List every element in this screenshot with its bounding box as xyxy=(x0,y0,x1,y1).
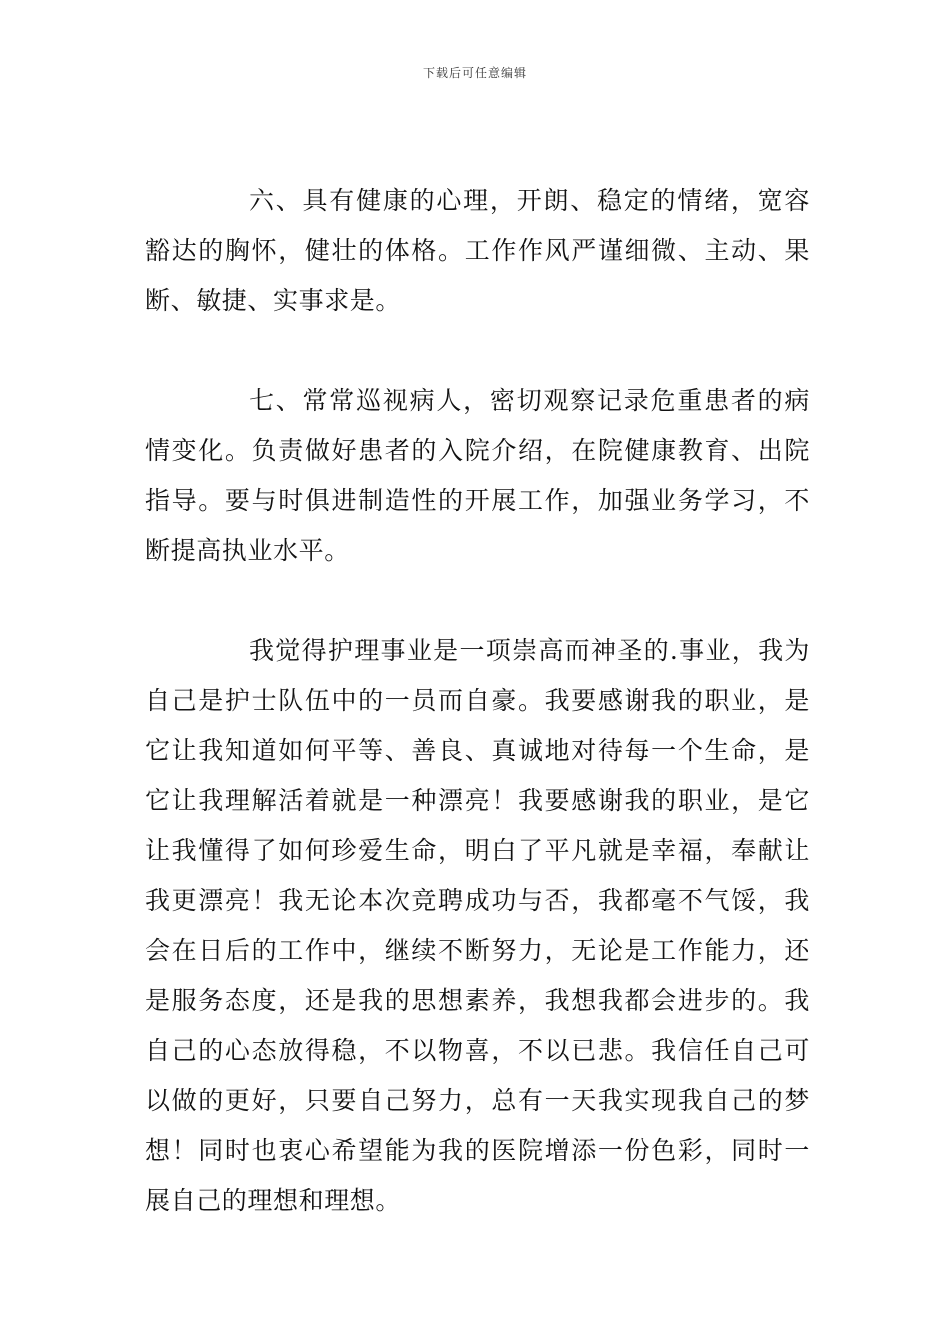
paragraph-six: 六、具有健康的心理，开朗、稳定的情绪，宽容豁达的胸怀，健壮的体格。工作作风严谨细微、主动、果断、敏捷、实事求是。 xyxy=(145,186,810,315)
document-body xyxy=(145,176,810,1226)
paragraph-closing: 我觉得护理事业是一项崇高而神圣的.事业，我为自己是护士队伍中的一员而自豪。我要感谢我的职业，是它让我知道如何平等、善良、真诚地对待每一个生命，是它让我理解活着就是一种漂亮！我要感谢我的职业，是它让我懂得了如何珍爱生命，明白了平凡就是幸福，奉献让我更漂亮！我无论本次竞聘成功与否，我都毫不气馁，我会在日后的工作中，继续不断努力，无论是工作能力，还是服务态度，还是我的思想素养，我想我都会进步的。我自己的心态放得稳，不以物喜，不以已悲。我信任自己可以做的更好，只要自己努力，总有一天我实现我自己的梦想！同时也衷心希望能为我的医院增添一份色彩，同时一展自己的理想和理想。 xyxy=(145,636,810,1215)
paragraph-seven: 七、常常巡视病人，密切观察记录危重患者的病情变化。负责做好患者的入院介绍，在院健康教育、出院指导。要与时俱进制造性的开展工作，加强业务学习，不断提高执业水平。 xyxy=(145,386,810,565)
page-header-note: 下载后可任意编辑 xyxy=(422,66,527,80)
